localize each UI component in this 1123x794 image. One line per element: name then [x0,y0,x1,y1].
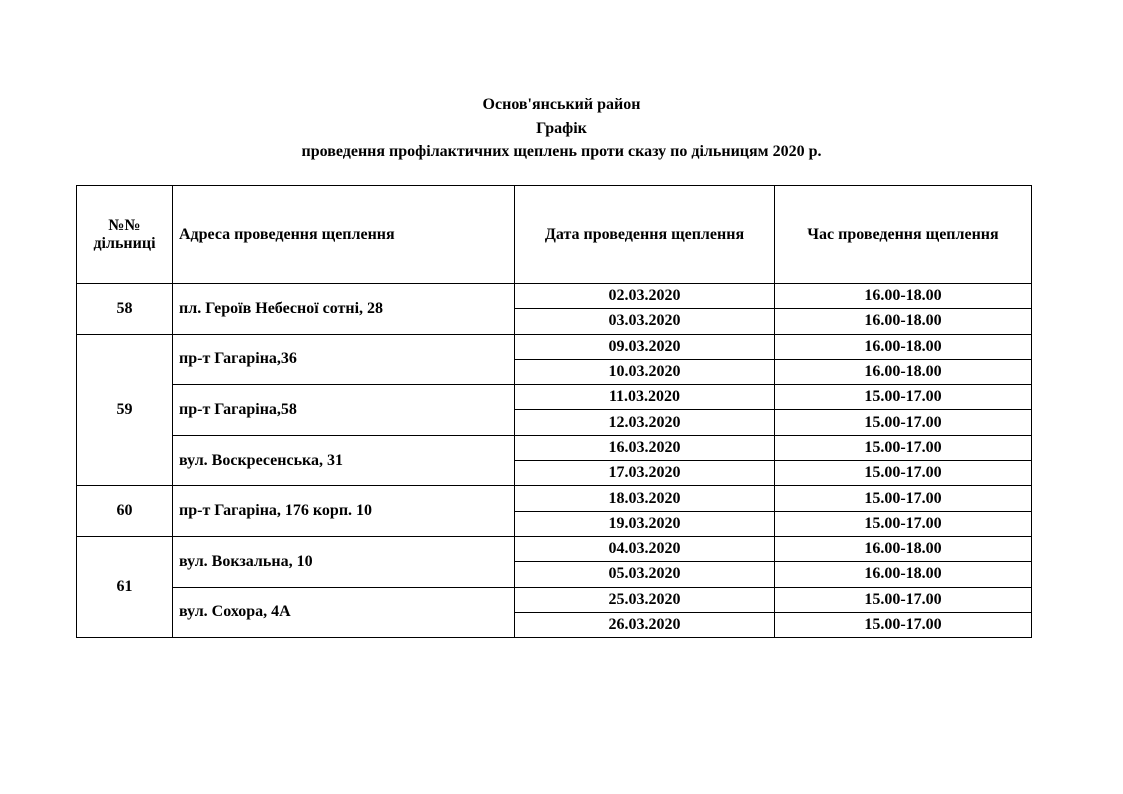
district-heading: Основ'янський район [482,96,641,113]
document-subtitle: проведення профілактичних щеплень проти сказу по дільницям 2020 р. [301,143,822,160]
address-cell: вул. Сохора, 4А [173,587,515,638]
address-cell: пр-т Гагаріна,58 [173,385,515,436]
date-cell: 09.03.2020 [515,334,775,359]
table-row [77,435,1032,460]
date-cell: 02.03.2020 [515,284,775,309]
table-row [77,284,1032,309]
date-cell: 25.03.2020 [515,587,775,612]
time-cell: 15.00-17.00 [775,587,1032,612]
address-cell: пр-т Гагаріна, 176 корп. 10 [173,486,515,537]
date-cell: 12.03.2020 [515,410,775,435]
address-cell: пр-т Гагаріна,36 [173,334,515,385]
date-cell: 04.03.2020 [515,536,775,561]
date-cell: 26.03.2020 [515,612,775,637]
address-cell: пл. Героїв Небесної сотні, 28 [173,284,515,335]
time-cell: 16.00-18.00 [775,562,1032,587]
address-cell: вул. Вокзальна, 10 [173,536,515,587]
header-time: Час проведення щеплення [775,186,1032,284]
header-date: Дата проведення щеплення [515,186,775,284]
time-cell: 15.00-17.00 [775,435,1032,460]
date-cell: 03.03.2020 [515,309,775,334]
document-title: Графік [536,120,587,137]
time-cell: 16.00-18.00 [775,284,1032,309]
time-cell: 16.00-18.00 [775,536,1032,561]
time-cell: 15.00-17.00 [775,612,1032,637]
table-header-row [77,186,1032,284]
date-cell: 05.03.2020 [515,562,775,587]
date-cell: 19.03.2020 [515,511,775,536]
time-cell: 15.00-17.00 [775,461,1032,486]
date-cell: 11.03.2020 [515,385,775,410]
table-body [77,284,1032,638]
table-row [77,486,1032,511]
time-cell: 15.00-17.00 [775,410,1032,435]
table-row [77,587,1032,612]
date-cell: 16.03.2020 [515,435,775,460]
table-row [77,536,1032,561]
station-number-cell: 61 [77,536,173,637]
station-number-cell: 58 [77,284,173,335]
date-cell: 10.03.2020 [515,359,775,384]
time-cell: 16.00-18.00 [775,334,1032,359]
time-cell: 15.00-17.00 [775,511,1032,536]
time-cell: 16.00-18.00 [775,359,1032,384]
header-address: Адреса проведення щеплення [173,186,515,284]
table-row [77,334,1032,359]
station-number-cell: 59 [77,334,173,486]
table-row [77,385,1032,410]
station-number-cell: 60 [77,486,173,537]
vaccination-schedule-table [76,185,1032,638]
time-cell: 15.00-17.00 [775,486,1032,511]
address-cell: вул. Воскресенська, 31 [173,435,515,486]
time-cell: 15.00-17.00 [775,385,1032,410]
date-cell: 17.03.2020 [515,461,775,486]
header-number: №№ дільниці [77,186,173,284]
date-cell: 18.03.2020 [515,486,775,511]
time-cell: 16.00-18.00 [775,309,1032,334]
